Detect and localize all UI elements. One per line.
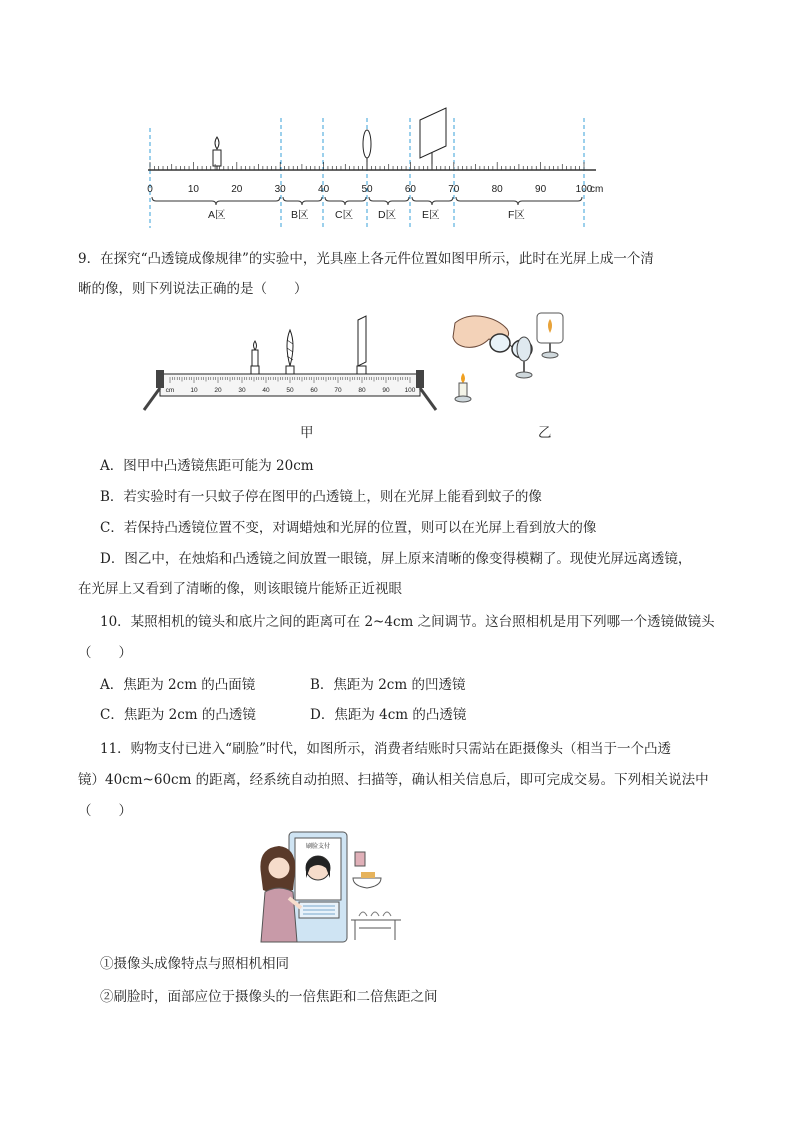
q10-stem-line2: （ ） <box>78 645 132 661</box>
zone-f-label: F区 <box>508 209 525 221</box>
q10-option-c: C．焦距为 2cm 的凸透镜 <box>100 707 256 723</box>
optical-bench-zone-figure <box>140 100 620 230</box>
q9-option-d-line1: D．图乙中，在烛焰和凸透镜之间放置一眼镜，屏上原来清晰的像变得模糊了。现使光屏远离透镜， <box>100 551 692 567</box>
q9-option-b: B．若实验时有一只蚊子停在图甲的凸透镜上，则在光屏上能看到蚊子的像 <box>100 489 542 505</box>
screen-icon <box>537 313 563 358</box>
ruler-tick-label: 20 <box>231 184 243 195</box>
ruler-tick-label: 100 <box>404 387 416 394</box>
candle-icon <box>251 341 259 376</box>
q9-stem-line1: 9．在探究“凸透镜成像规律”的实验中，光具座上各元件位置如图甲所示，此时在光屏上成一个清 <box>78 251 654 267</box>
q11-statement-1: ①摄像头成像特点与照相机相同 <box>100 956 289 972</box>
lens-icon <box>286 330 294 376</box>
zone-b-label: B区 <box>291 209 309 221</box>
ruler-tick-label: 40 <box>262 387 270 394</box>
kiosk-label: 刷脸支付 <box>305 844 331 850</box>
ruler-tick-label: 60 <box>310 387 318 394</box>
screen-icon <box>420 108 446 170</box>
q9-stem-line2: 晰的像，则下列说法正确的是（ ） <box>78 281 308 297</box>
q9-option-c: C．若保持凸透镜位置不变，对调蜡烛和光屏的位置，则可以在光屏上看到放大的像 <box>100 520 597 536</box>
unit-label: cm <box>590 184 604 195</box>
cafe-decoration-icon <box>351 852 401 940</box>
q9-option-a: A．图甲中凸透镜焦距可能为 20cm <box>100 458 314 474</box>
q11-stem-line3: （ ） <box>78 803 132 819</box>
candle-icon <box>455 373 471 402</box>
ruler-tick-label: 50 <box>286 387 294 394</box>
ruler-tick-label: 40 <box>318 184 330 195</box>
ruler-tick-label: 10 <box>190 387 198 394</box>
screen-icon <box>357 316 366 376</box>
q10-option-d: D．焦距为 4cm 的凸透镜 <box>310 707 467 723</box>
zone-e-label: E区 <box>422 209 440 221</box>
ruler-tick-label: 50 <box>361 184 373 195</box>
ruler-tick-label: 90 <box>535 184 547 195</box>
ruler-tick-label: 20 <box>214 387 222 394</box>
zone-d-label: D区 <box>378 209 397 221</box>
ruler-tick-label: 80 <box>358 387 366 394</box>
q11-stem-line2: 镜）40cm~60cm 的距离，经系统自动拍照、扫描等，确认相关信息后，即可完成交易。下列相关说法中 <box>78 772 709 788</box>
ruler-tick-label: 100 <box>575 184 593 195</box>
zone-a-label: A区 <box>208 209 226 221</box>
ruler-tick-label: 0 <box>147 184 153 195</box>
ruler-tick-label: 30 <box>274 184 286 195</box>
kiosk-icon <box>289 832 347 942</box>
ruler-tick-label: 80 <box>491 184 503 195</box>
q10-stem-line1: 10．某照相机的镜头和底片之间的距离可在 2~4cm 之间调节。这台照相机是用下列哪一个透镜做镜头 <box>100 614 715 630</box>
q10-option-a: A．焦距为 2cm 的凸面镜 <box>100 677 256 693</box>
zone-c-label: C区 <box>335 209 354 221</box>
candle-icon <box>213 137 221 170</box>
ruler-tick-label: 10 <box>187 184 199 195</box>
q11-stem-line1: 11．购物支付已进入“刷脸”时代，如图所示，消费者结账时只需站在距摄像头（相当于一个凸透 <box>100 741 671 757</box>
caption-jia: 甲 <box>300 425 314 441</box>
ruler-tick-label: cm <box>165 387 175 394</box>
ruler-tick-label: 70 <box>334 387 342 394</box>
q11-statement-2: ②刷脸时，面部应位于摄像头的一倍焦距和二倍焦距之间 <box>100 989 438 1005</box>
caption-yi: 乙 <box>538 425 552 441</box>
ruler-tick-label: 70 <box>448 184 460 195</box>
optical-bench-figure-jia <box>140 312 440 412</box>
q10-option-b: B．焦距为 2cm 的凹透镜 <box>310 677 466 693</box>
face-payment-figure <box>255 828 415 946</box>
ruler-tick-label: 90 <box>382 387 390 394</box>
q9-option-d-line2: 在光屏上又看到了清晰的像，则该眼镜片能矫正近视眼 <box>78 581 402 597</box>
glasses-figure-yi <box>450 305 590 415</box>
ruler-tick-label: 60 <box>404 184 416 195</box>
ruler-tick-label: 30 <box>238 387 246 394</box>
